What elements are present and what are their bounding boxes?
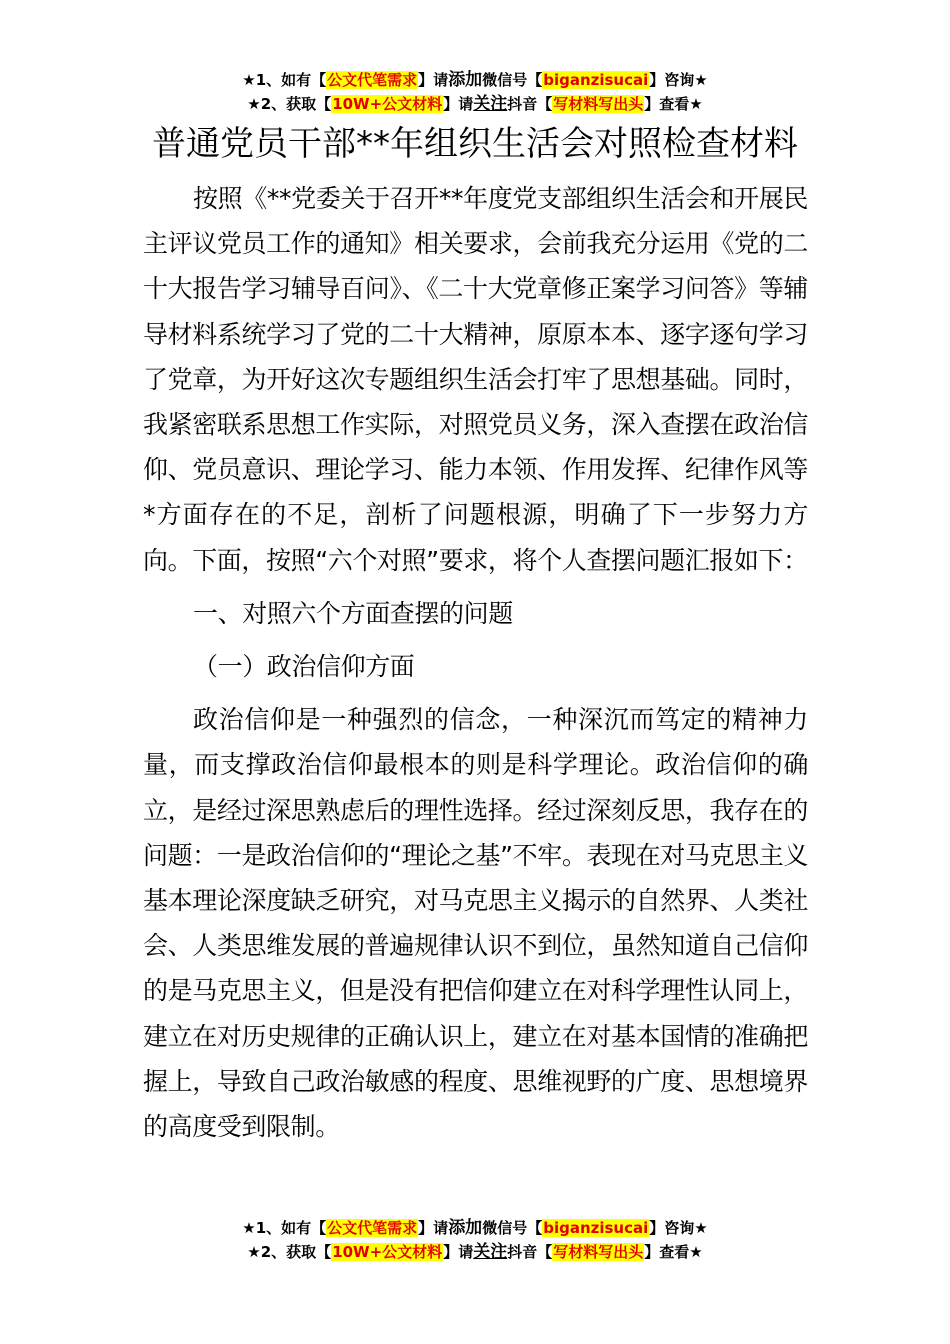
- promo-line-2-suffix: 】查看★: [644, 95, 703, 113]
- document-title: 普通党员干部**年组织生活会对照检查材料: [152, 124, 798, 164]
- promo-line-2-highlight-materials: 10W+公文材料: [332, 95, 443, 113]
- promo-line-1-emphasis: 添加: [448, 70, 483, 90]
- promo-line-1-emphasis: 添加: [448, 1218, 483, 1238]
- promo-line-1-highlight-service: 公文代笔需求: [327, 1219, 418, 1237]
- promo-line-1-highlight-service: 公文代笔需求: [327, 71, 418, 89]
- promo-line-2-prefix: ★2、获取【: [247, 95, 332, 113]
- promo-line-2-suffix: 】查看★: [644, 1243, 703, 1261]
- promo-line-2: [0, 1240, 950, 1264]
- promo-line-2-mid: 】请: [443, 1243, 474, 1261]
- promo-line-2-douyin-account: 写材料写出头: [553, 95, 644, 113]
- promo-line-1-wechat-id: biganzisucai: [543, 1219, 649, 1237]
- promo-line-2-prefix: ★2、获取【: [247, 1243, 332, 1261]
- promo-line-2-douyin-label: 抖音【: [507, 95, 553, 113]
- promo-line-2-douyin-label: 抖音【: [507, 1243, 553, 1261]
- promo-line-2-mid: 】请: [443, 95, 474, 113]
- promo-line-2: [0, 92, 950, 116]
- promo-line-2-highlight-materials: 10W+公文材料: [332, 1243, 443, 1261]
- promo-line-1: [0, 68, 950, 92]
- promo-line-1-suffix: 】咨询★: [649, 1219, 708, 1237]
- promo-line-1-suffix: 】咨询★: [649, 71, 708, 89]
- promo-line-1-wechat-id: biganzisucai: [543, 71, 649, 89]
- section-heading: 一、对照六个方面查摆的问题: [193, 598, 513, 628]
- promo-line-1-prefix: ★1、如有【: [242, 71, 327, 89]
- document-body: [143, 176, 808, 1149]
- promo-line-1-mid: 】请: [418, 71, 449, 89]
- subsection-heading: （一）政治信仰方面: [193, 652, 415, 682]
- promo-line-2-douyin-account: 写材料写出头: [553, 1243, 644, 1261]
- promo-line-1-wechat-label: 微信号【: [482, 1219, 543, 1237]
- intro-paragraph: 按照《**党委关于召开**年度党支部组织生活会和开展民主评议党员工作的通知》相关要求，会前我充分运用《党的二十大报告学习辅导百问》、《二十大党章修正案学习问答》等辅导材料系统学习了党的二十大精神，原原本本、逐字逐句学习了党章，为开好这次专题组织生活会打牢了思想基础。同时，我紧密联系思想工作实际，对照党员义务，深入查摆在政治信仰、党员意识、理论学习、能力本领、作用发挥、纪律作风等*方面存在的不足，剖析了问题根源，明确了下一步努力方向。下面，按照“六个对照”要求，将个人查摆问题汇报如下：: [143, 184, 808, 575]
- promo-line-1: [0, 1216, 950, 1240]
- promo-line-1-mid: 】请: [418, 1219, 449, 1237]
- bottom-promo-banner: [0, 1216, 950, 1264]
- promo-line-2-emphasis: 关注: [473, 1242, 508, 1262]
- top-promo-banner: [0, 68, 950, 116]
- body-paragraph: 政治信仰是一种强烈的信念，一种深沉而笃定的精神力量，而支撑政治信仰最根本的则是科学理论。政治信仰的确立，是经过深思熟虑后的理性选择。经过深刻反思，我存在的问题：一是政治信仰的“理论之基”不牢。表现在对马克思主义基本理论深度缺乏研究，对马克思主义揭示的自然界、人类社会、人类思维发展的普遍规律认识不到位，虽然知道自己信仰的是马克思主义，但是没有把信仰建立在对科学理性认同上，建立在对历史规律的正确认识上，建立在对基本国情的准确把握上，导致自己政治敏感的程度、思维视野的广度、思想境界的高度受到限制。: [143, 705, 808, 1142]
- promo-line-2-emphasis: 关注: [473, 94, 508, 114]
- promo-line-1-wechat-label: 微信号【: [482, 71, 543, 89]
- promo-line-1-prefix: ★1、如有【: [242, 1219, 327, 1237]
